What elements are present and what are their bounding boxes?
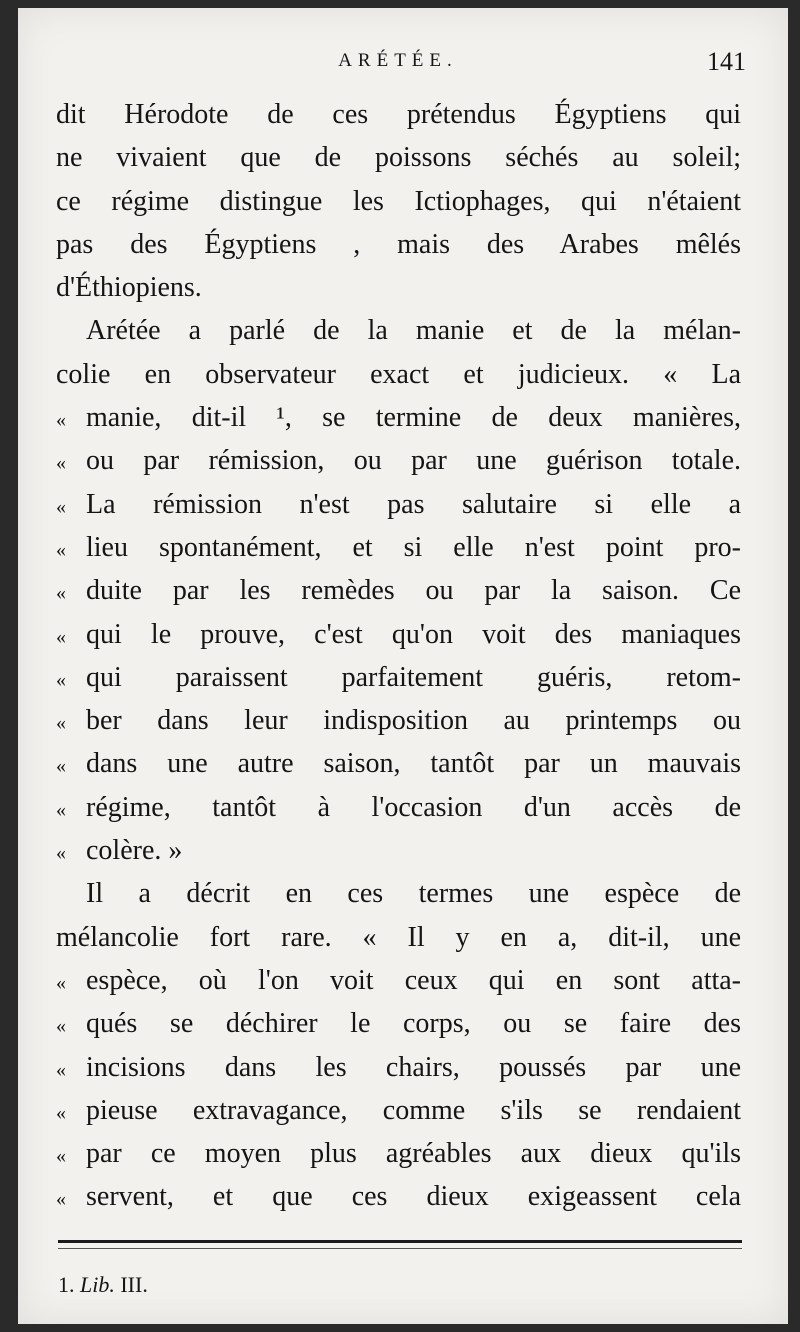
guillemet: « [56,755,66,778]
text-line: Il a décrit en ces termes une espèce de [86,878,741,910]
quoted-line: « par ce moyen plus agréables aux dieux qu'ils [56,1132,741,1175]
text-line: d'Éthiopiens. [56,272,202,304]
page-number: 141 [707,47,746,76]
quoted-line: « manie, dit-il ¹, se termine de deux manières, [56,396,741,439]
book-page [18,8,788,1324]
guillemet: « [56,1145,66,1168]
quoted-line: « espèce, où l'on voit ceux qui en sont atta- [56,959,741,1002]
footnote-marker: 1. [58,1272,75,1297]
quoted-line: « incisions dans les chairs, poussés par une [56,1046,741,1089]
running-title: ARÉTÉE. [338,50,458,71]
body-text [56,93,741,1219]
quoted-line: « pieuse extravagance, comme s'ils se rendaient [56,1089,741,1132]
text-line: mélancolie fort rare. « Il y en a, dit-il, une [56,921,741,953]
guillemet: « [56,625,66,648]
footnote-rule [58,1240,742,1243]
guillemet: « [56,495,66,518]
quoted-line: « servent, et que ces dieux exigeassent cela [56,1175,741,1218]
guillemet: « [56,582,66,605]
text-line: ne vivaient que de poissons séchés au soleil; [56,142,741,174]
footnote-rule-thin [58,1248,742,1249]
quoted-line: « qués se déchirer le corps, ou se faire des [56,1002,741,1045]
guillemet: « [56,538,66,561]
guillemet: « [56,1058,66,1081]
guillemet: « [56,798,66,821]
quoted-line: « qui paraissent parfaitement guéris, retom- [56,656,741,699]
quoted-line: « ber dans leur indisposition au printemps ou [56,699,741,742]
text-line: pas des Égyptiens , mais des Arabes mêlés [56,228,741,260]
quoted-line: « ou par rémission, ou par une guérison totale. [56,439,741,482]
quoted-line: « régime, tantôt à l'occasion d'un accès de [56,786,741,829]
guillemet: « [56,1101,66,1124]
guillemet: « [56,409,66,432]
quoted-line: « colère. » [56,829,741,872]
guillemet: « [56,842,66,865]
guillemet: « [56,1188,66,1211]
quoted-line: « duite par les remèdes ou par la saison. Ce [56,569,741,612]
footnote [58,1272,148,1298]
guillemet: « [56,971,66,994]
guillemet: « [56,712,66,735]
text-line: colie en observateur exact et judicieux. « La [56,358,741,390]
guillemet: « [56,1015,66,1038]
quoted-line: « dans une autre saison, tantôt par un mauvais [56,742,741,785]
quoted-line: « La rémission n'est pas salutaire si elle a [56,483,741,526]
page-header [18,47,788,84]
guillemet: « [56,452,66,475]
footnote-ref-italic: Lib. [80,1272,115,1297]
quoted-line: « qui le prouve, c'est qu'on voit des maniaques [56,613,741,656]
text-line: Arétée a parlé de la manie et de la mélan- [86,315,741,347]
footnote-ref-rest: III. [120,1272,148,1297]
quoted-line: « lieu spontanément, et si elle n'est point pro- [56,526,741,569]
text-line: ce régime distingue les Ictiophages, qui n'étaient [56,185,741,217]
guillemet: « [56,668,66,691]
text-line: dit Hérodote de ces prétendus Égyptiens qui [56,99,741,130]
